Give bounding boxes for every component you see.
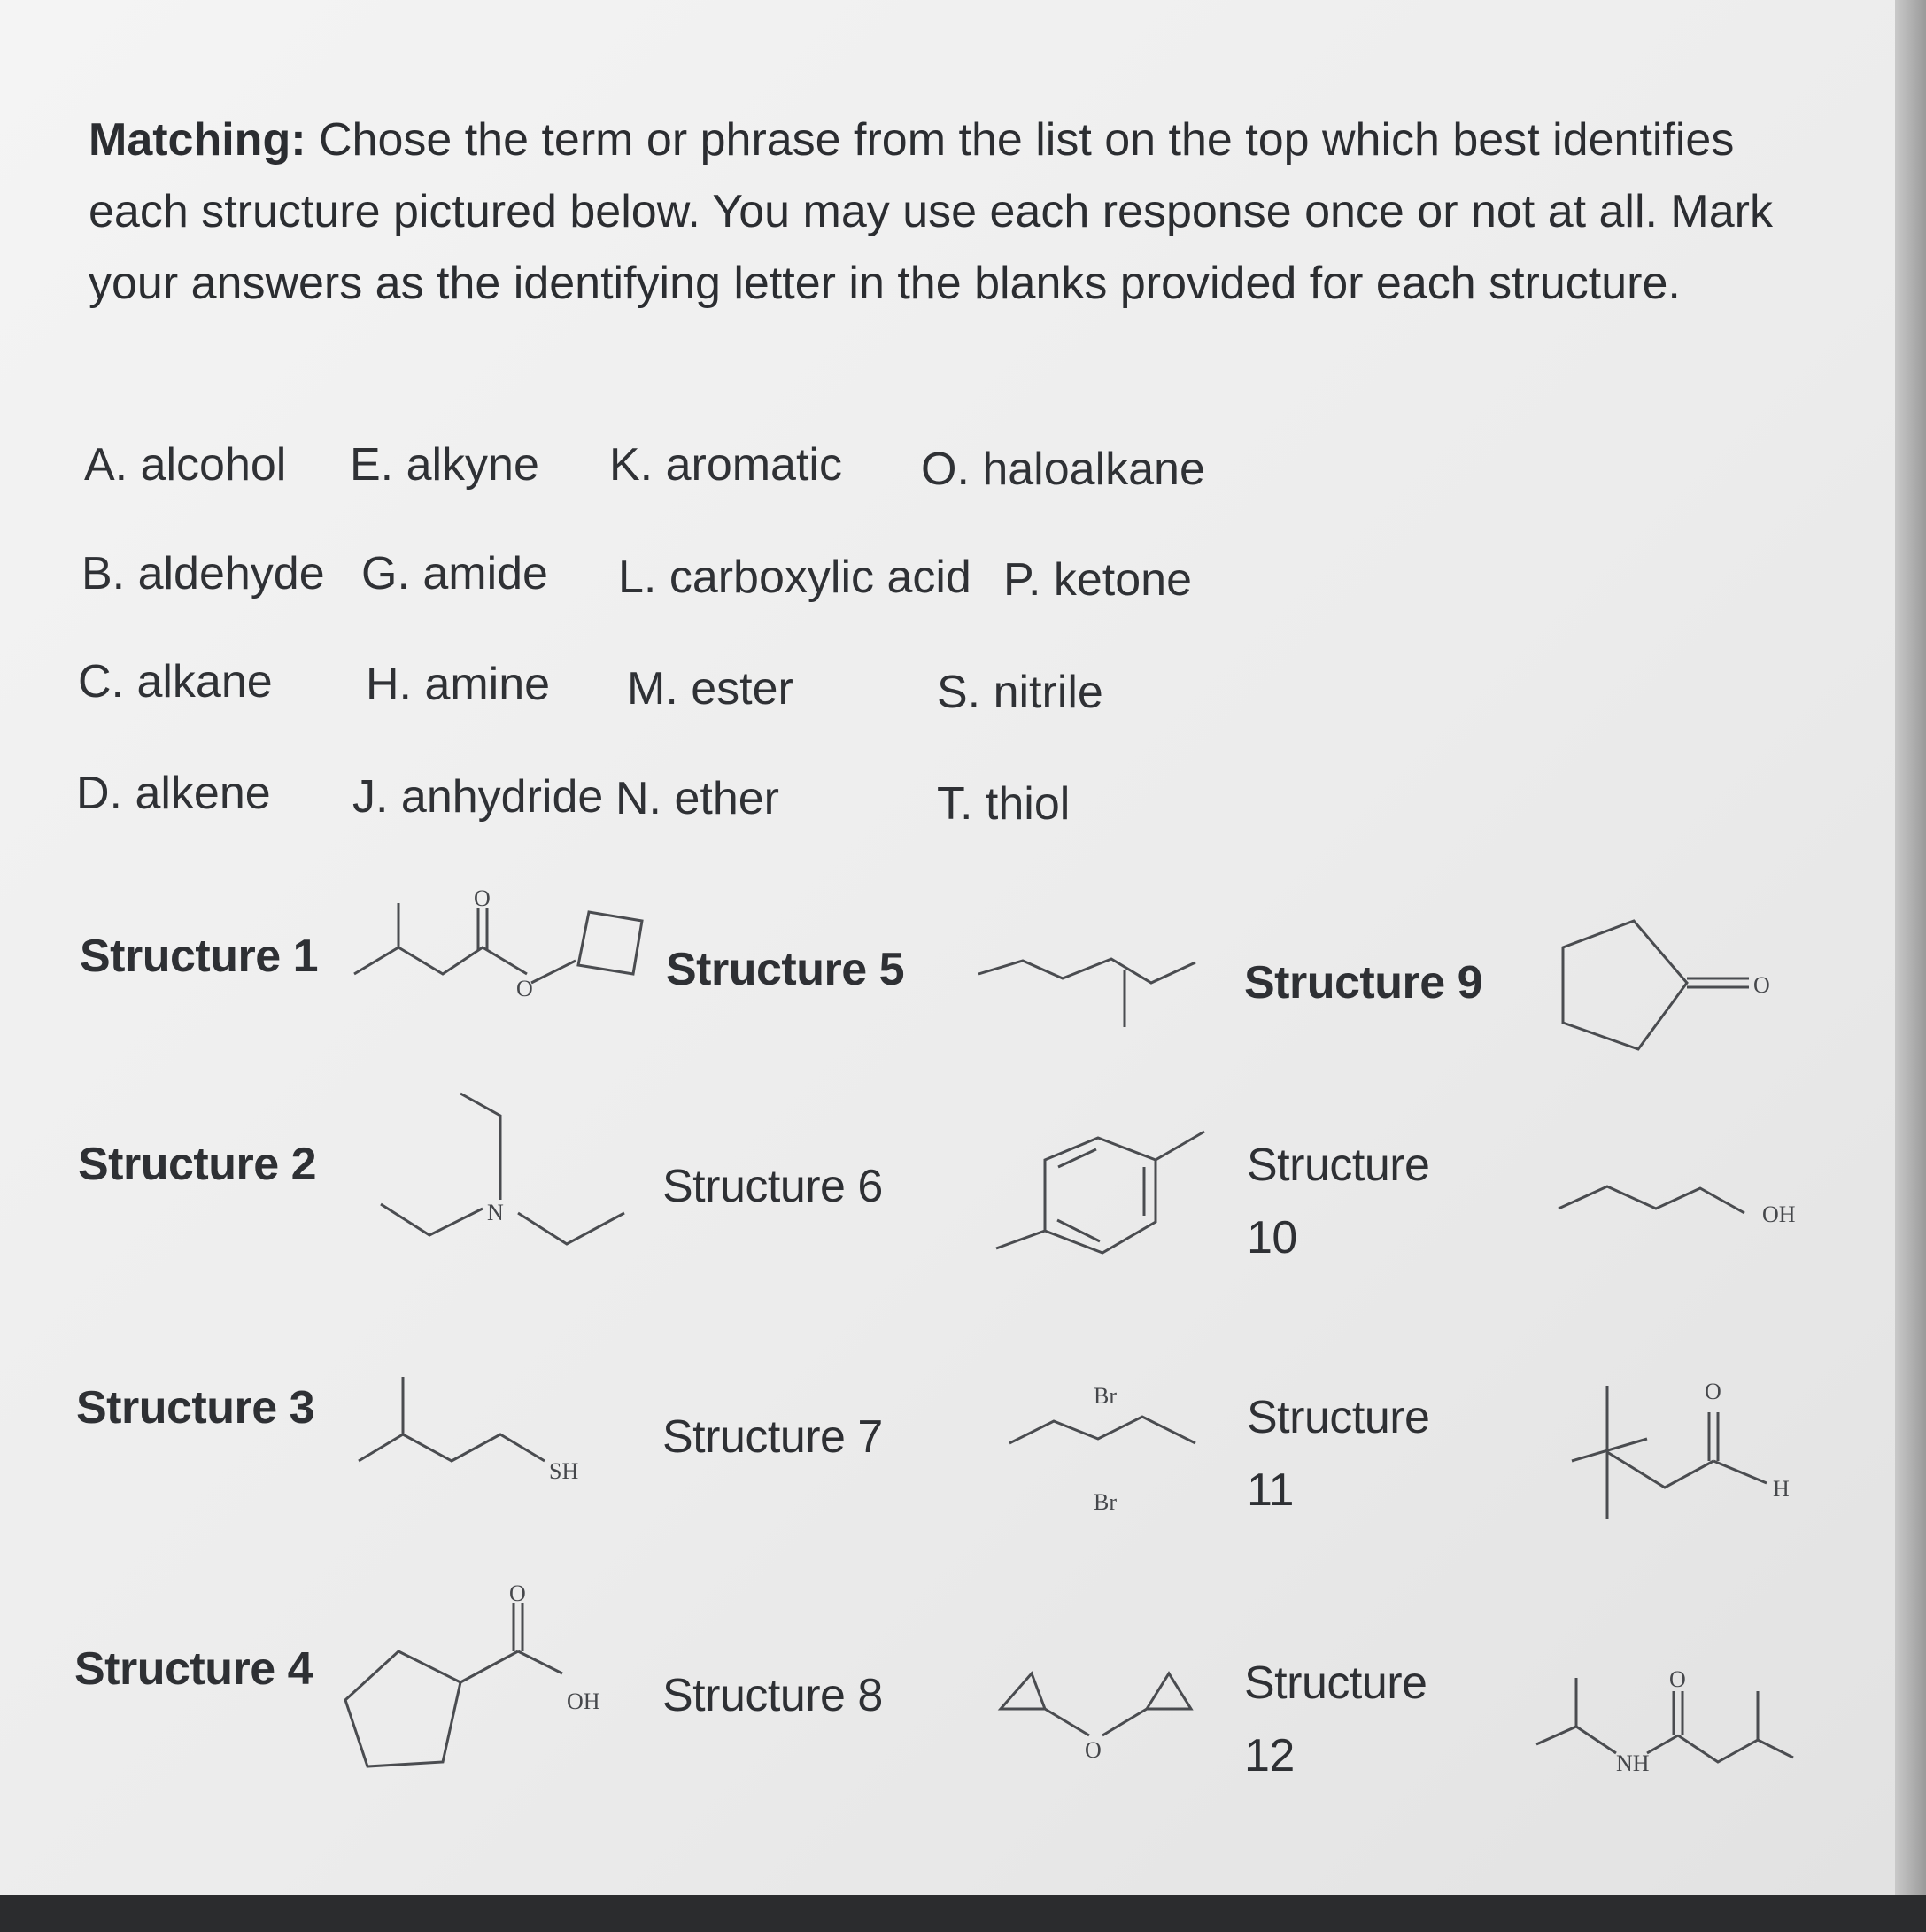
structure-10-label: Structure 10: [1247, 1140, 1430, 1264]
screen-bezel-right: [1895, 0, 1926, 1895]
structure-11-carbonyl-oxygen: O: [1705, 1379, 1721, 1404]
option-e: E. alkyne: [350, 439, 539, 491]
structure-1-label: Structure 1: [80, 931, 319, 982]
option-d: D. alkene: [76, 768, 271, 819]
option-t: T. thiol: [937, 778, 1071, 830]
structure-12-amide-nitrogen: NH: [1616, 1750, 1650, 1776]
structure-1-carbonyl-oxygen: O: [474, 885, 491, 911]
structure-4-label: Structure 4: [74, 1643, 313, 1695]
structure-5-drawing: [974, 952, 1204, 1032]
structure-5-label: Structure 5: [666, 944, 905, 995]
structure-10-hydroxyl: OH: [1762, 1202, 1796, 1227]
structure-12-label: Structure 12: [1244, 1658, 1427, 1781]
structure-1-drawing: [350, 885, 651, 1032]
option-j: J. anhydride: [352, 771, 604, 823]
structure-9-drawing: [1559, 916, 1789, 1058]
option-m: M. ester: [627, 663, 793, 715]
structure-11-label: Structure 11: [1247, 1392, 1430, 1516]
option-s: S. nitrile: [937, 667, 1103, 718]
instructions-paragraph: [89, 104, 1842, 320]
option-o: O. haloalkane: [921, 444, 1205, 495]
option-p: P. ketone: [1003, 554, 1193, 606]
structure-2-nitrogen: N: [487, 1200, 504, 1225]
structure-4-hydroxyl: OH: [567, 1689, 600, 1714]
structure-1-ester-oxygen: O: [516, 976, 533, 1001]
structure-9-carbonyl-oxygen: O: [1753, 972, 1770, 998]
structure-7-bromine-top: Br: [1094, 1383, 1117, 1409]
option-n: N. ether: [615, 773, 779, 824]
option-g: G. amide: [361, 548, 548, 599]
option-b: B. aldehyde: [81, 548, 325, 599]
option-h: H. amine: [366, 659, 551, 710]
instructions-heading: Matching:: [89, 114, 306, 166]
structure-7-drawing: [1005, 1381, 1218, 1523]
structure-3-thiol-group: SH: [549, 1458, 579, 1484]
structure-8-ether-oxygen: O: [1085, 1737, 1102, 1763]
structure-8-drawing: [996, 1665, 1209, 1771]
instructions-text: Chose the term or phrase from the list on the top which best identifies each structure pictured below. You may use each response once or not at all. Mark your answers as the identifying letter in the blanks provided for each structure.: [89, 114, 1773, 309]
structure-3-label: Structure 3: [76, 1382, 315, 1434]
screen-bezel-bottom: [0, 1895, 1926, 1932]
option-l: L. carboxylic acid: [618, 552, 971, 603]
option-c: C. alkane: [78, 656, 273, 707]
structure-6-label: Structure 6: [662, 1161, 883, 1212]
structure-7-bromine-bottom: Br: [1094, 1489, 1117, 1515]
option-a: A. alcohol: [84, 439, 287, 491]
structure-11-aldehyde-hydrogen: H: [1773, 1476, 1790, 1502]
structure-2-label: Structure 2: [78, 1139, 317, 1190]
structure-4-carbonyl-oxygen: O: [509, 1580, 526, 1606]
structure-10-drawing: [1554, 1169, 1820, 1257]
option-k: K. aromatic: [609, 439, 842, 491]
structure-7-label: Structure 7: [662, 1411, 883, 1463]
structure-12-carbonyl-oxygen: O: [1669, 1666, 1686, 1692]
structure-11-drawing: [1567, 1372, 1824, 1532]
structure-2-drawing: [372, 1089, 638, 1266]
structure-8-label: Structure 8: [662, 1670, 883, 1721]
structure-3-drawing: [354, 1372, 602, 1496]
structure-9-label: Structure 9: [1244, 957, 1483, 1009]
structure-6-drawing: [992, 1124, 1204, 1275]
structure-4-drawing: [341, 1580, 624, 1780]
structure-12-drawing: [1532, 1666, 1798, 1789]
